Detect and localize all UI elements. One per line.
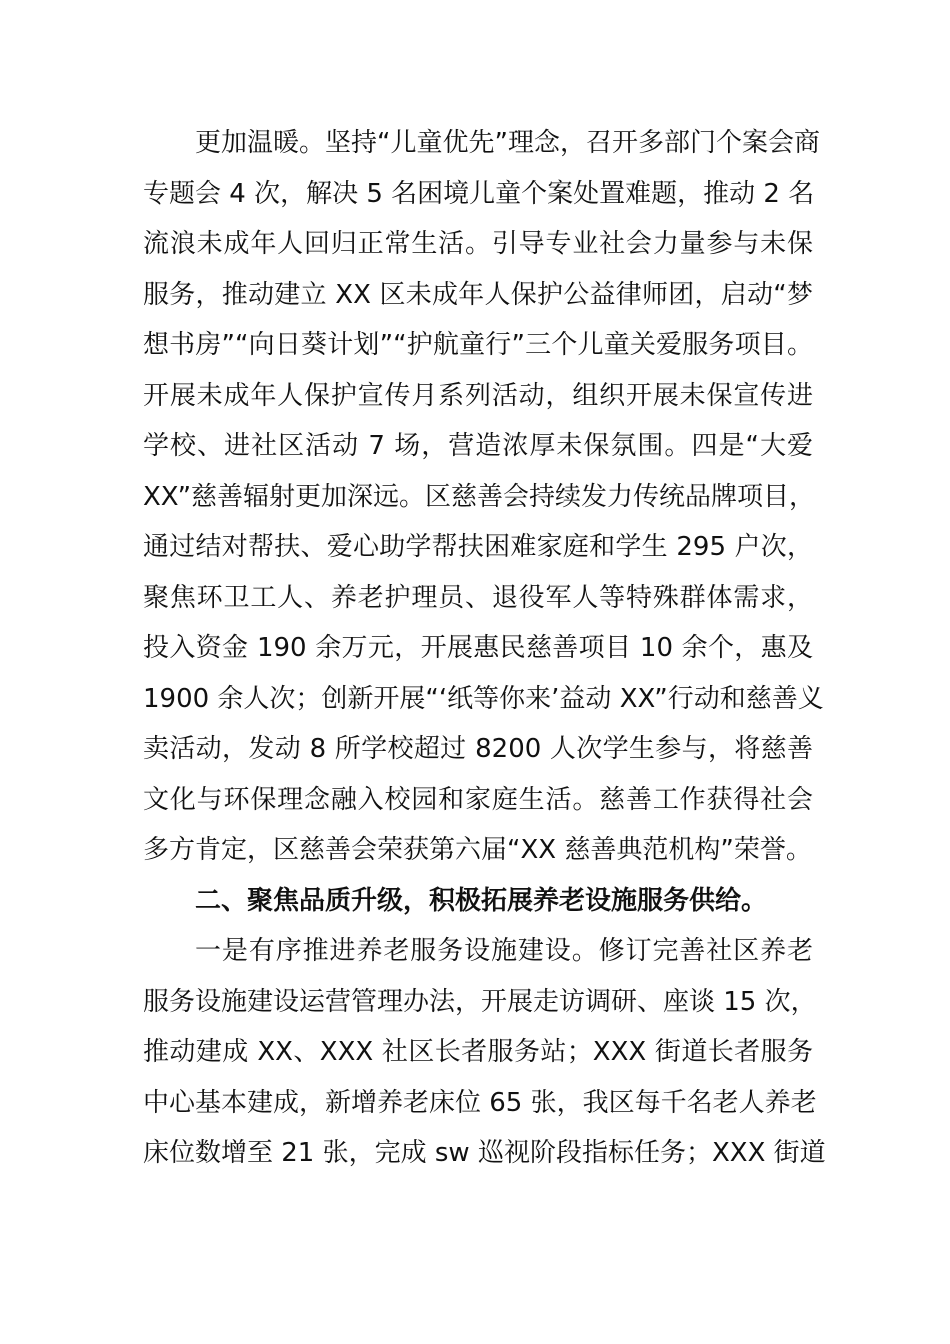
- text-line: 中心基本建成，新增养老床位 65 张，我区每千名老人养老: [143, 1088, 817, 1118]
- text-line: 服务，推动建立 XX 区未成年人保护公益律师团，启动“梦: [143, 280, 813, 310]
- text-line: 文化与环保理念融入校园和家庭生活。慈善工作获得社会: [143, 785, 813, 815]
- text-line: 想书房”“向日葵计划”“护航童行”三个儿童关爱服务项目。: [143, 330, 813, 360]
- text-line: 卖活动，发动 8 所学校超过 8200 人次学生参与，将慈善: [143, 734, 813, 764]
- text-line: 通过结对帮扶、爱心助学帮扶困难家庭和学生 295 户次，: [143, 532, 813, 562]
- text-line: 开展未成年人保护宣传月系列活动，组织开展未保宣传进: [143, 381, 813, 411]
- text-line: 一是有序推进养老服务设施建设。修订完善社区养老: [195, 936, 813, 966]
- text-line: 更加温暖。坚持“儿童优先”理念，召开多部门个案会商: [195, 128, 820, 158]
- text-line: 多方肯定，区慈善会荣获第六届“XX 慈善典范机构”荣誉。: [143, 835, 812, 865]
- section-heading: 二、聚焦品质升级，积极拓展养老设施服务供给。: [195, 886, 768, 916]
- text-line: 服务设施建设运营管理办法，开展走访调研、座谈 15 次，: [143, 987, 817, 1017]
- text-line: 推动建成 XX、XXX 社区长者服务站；XXX 街道长者服务: [143, 1037, 813, 1067]
- text-line: 专题会 4 次，解决 5 名困境儿童个案处置难题，推动 2 名: [143, 179, 815, 209]
- text-line: 1900 余人次；创新开展“‘纸等你来’益动 XX”行动和慈善义: [143, 684, 824, 714]
- text-line: 学校、进社区活动 7 场，营造浓厚未保氛围。四是“大爱: [143, 431, 813, 461]
- text-line: 床位数增至 21 张，完成 sw 巡视阶段指标任务；XXX 街道: [143, 1138, 826, 1168]
- text-line: 聚焦环卫工人、养老护理员、退役军人等特殊群体需求，: [143, 583, 813, 613]
- text-line: XX”慈善辐射更加深远。区慈善会持续发力传统品牌项目，: [143, 482, 816, 512]
- text-line: 投入资金 190 余万元，开展惠民慈善项目 10 余个，惠及: [143, 633, 813, 663]
- text-line: 流浪未成年人回归正常生活。引导专业社会力量参与未保: [143, 229, 813, 259]
